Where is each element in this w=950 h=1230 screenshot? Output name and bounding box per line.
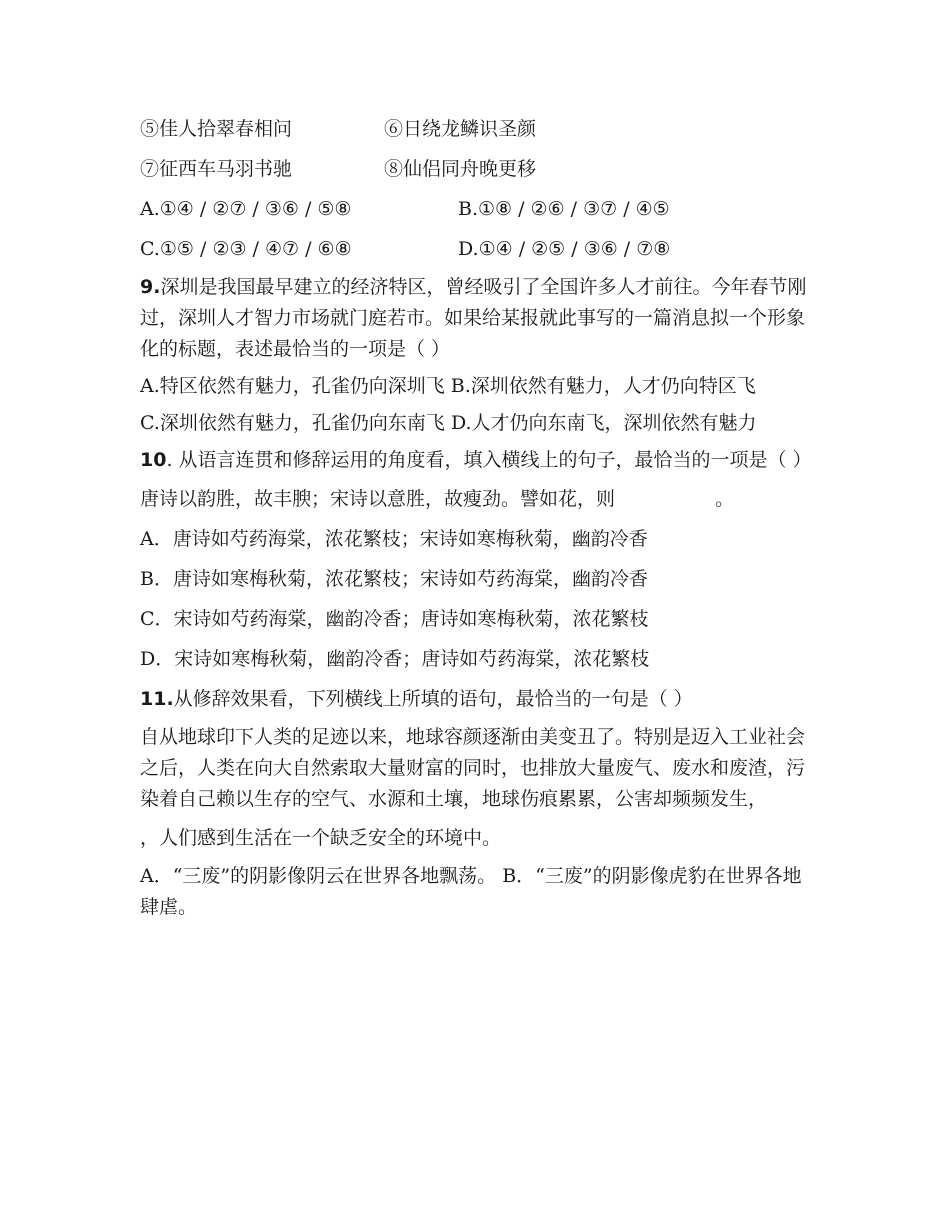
q8-item-5: ⑤佳人拾翠春相问 — [140, 118, 293, 140]
q10-option-d: D．宋诗如寒梅秋菊，幽韵冷香；唐诗如芍药海棠，浓花繁枝 — [140, 648, 650, 670]
q8-item-6: ⑥日绕龙鳞识圣颜 — [384, 118, 537, 140]
q8-items-row-2 — [140, 152, 810, 186]
q10-option-b: B．唐诗如寒梅秋菊，浓花繁枝；宋诗如芍药海棠，幽韵冷香 — [140, 568, 648, 590]
q9-stem — [140, 272, 810, 365]
q11-passage: 自从地球印下人类的足迹以来，地球容颜逐渐由美变丑了。特别是迈入工业社会之后，人类在向大自然索取大量财富的同时，也排放大量废气、废水和废渣，污染着自己赖以生存的空气、水源和土壤，地球伤痕累累，公害却频频发生， — [140, 726, 806, 810]
q10-option-c: C．宋诗如芍药海棠，幽韵冷香；唐诗如寒梅秋菊，浓花繁枝 — [140, 608, 649, 630]
q10-stem — [140, 445, 810, 476]
q11-stem-text: 从修辞效果看，下列横线上所填的语句，最恰当的一句是（ ） — [173, 688, 693, 710]
q9-stem-text: 深圳是我国最早建立的经济特区，曾经吸引了全国许多人才前往。今年春节刚过，深圳人才智力市场就门庭若市。如果给某报就此事写的一篇消息拟一个形象化的标题，表述最恰当的一项是（ ） — [140, 276, 807, 360]
q11-number: 11. — [140, 688, 174, 710]
q11-stem — [140, 682, 810, 716]
q11-passage-end: ，人们感到生活在一个缺乏安全的环境中。 — [140, 827, 502, 849]
q8-options-row-2 — [140, 232, 810, 266]
q10-context-after: 。 — [715, 488, 735, 510]
q10-option-a: A．唐诗如芍药海棠，浓花繁枝；宋诗如寒梅秋菊，幽韵冷香 — [140, 528, 648, 550]
q8-option-b: B.①⑧ / ②⑥ / ③⑦ / ④⑤ — [458, 198, 670, 220]
q9-options-cd: C.深圳依然有魅力，孔雀仍向东南飞 D.人才仍向东南飞，深圳依然有魅力 — [140, 412, 757, 434]
q8-item-8: ⑧仙侣同舟晚更移 — [384, 158, 537, 180]
q10-stem-text: . 从语言连贯和修辞运用的角度看，填入横线上的句子，最恰当的一项是（ ） — [166, 449, 812, 471]
q8-option-d: D.①④ / ②⑤ / ③⑥ / ⑦⑧ — [458, 238, 671, 260]
q8-options-row-1 — [140, 192, 810, 226]
q8-option-c: C.①⑤ / ②③ / ④⑦ / ⑥⑧ — [140, 238, 352, 260]
q9-number: 9. — [140, 276, 161, 298]
document-page — [140, 112, 810, 923]
q8-items-row-1 — [140, 112, 810, 146]
q11-options-ab: A．“三废”的阴影像阴云在世界各地飘荡。 B．“三废”的阴影像虎豹在世界各地肆虐。 — [140, 865, 802, 918]
q8-item-7: ⑦征西车马羽书驰 — [140, 158, 293, 180]
q10-number: 10 — [140, 449, 167, 471]
q10-context-before: 唐诗以韵胜，故丰腴；宋诗以意胜，故瘦劲。譬如花，则 — [140, 488, 616, 510]
q10-context — [140, 482, 810, 516]
q9-options-ab: A.特区依然有魅力，孔雀仍向深圳飞 B.深圳依然有魅力，人才仍向特区飞 — [140, 375, 756, 397]
q8-option-a: A.①④ / ②⑦ / ③⑥ / ⑤⑧ — [140, 198, 352, 220]
